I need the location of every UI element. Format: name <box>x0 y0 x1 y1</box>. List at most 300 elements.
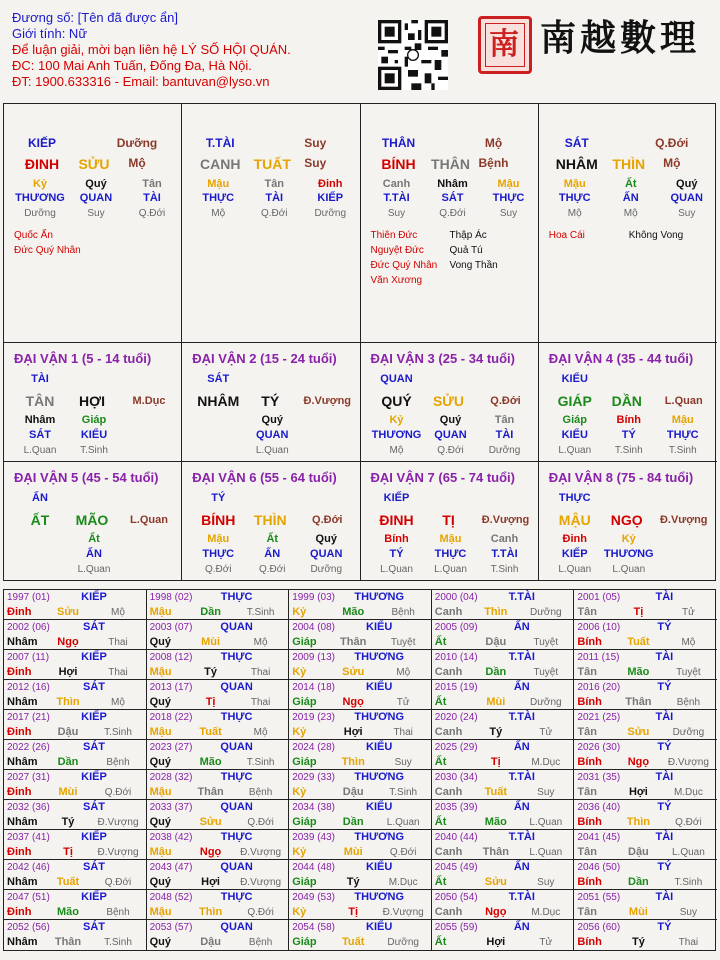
year-label: 2008 (12) <box>149 652 193 663</box>
year-stage: Bệnh <box>248 937 273 948</box>
year-label: 2033 (37) <box>149 802 193 813</box>
dai-van-hidden-god: THỰC <box>202 548 235 560</box>
dai-van-right: Q.Đới <box>312 514 343 526</box>
year-chi: Mùi <box>58 786 78 798</box>
year-label: 2049 (53) <box>292 892 335 903</box>
year-stage: Q.Đới <box>389 847 417 858</box>
year-cell <box>574 710 717 740</box>
pillar-top-right: Dưỡng <box>116 136 158 150</box>
year-label: 2012 (16) <box>7 682 50 693</box>
dai-van-chi: SỬU <box>432 393 465 409</box>
year-can: Tân <box>577 906 597 918</box>
year-chi: Tuất <box>199 726 222 738</box>
year-cell <box>289 920 432 950</box>
year-cell <box>147 800 290 830</box>
seal-glyph: 南 <box>489 27 519 62</box>
year-can: Đinh <box>7 726 32 738</box>
year-can: Đinh <box>7 666 32 678</box>
year-stage: Q.Đới <box>247 907 274 918</box>
dai-van-cell <box>539 462 717 581</box>
year-ten-god: TÀI <box>655 591 674 603</box>
year-label: 2018 (22) <box>149 712 193 723</box>
dai-van-hidden: Đinh <box>562 533 587 545</box>
dai-van-hidden-god: THỰC <box>434 548 467 560</box>
year-can: Bính <box>577 876 602 888</box>
year-ten-god: KIỂU <box>366 681 393 693</box>
year-cell <box>4 860 147 890</box>
year-stage: Q.Đới <box>104 787 132 798</box>
year-label: 2043 (47) <box>149 862 193 873</box>
pillar-ten-god: THÂN <box>381 136 416 150</box>
dai-van-can: QUÝ <box>381 393 412 409</box>
dai-van-hidden-god: QUAN <box>256 429 289 441</box>
year-stage: Dưỡng <box>529 607 562 618</box>
pillar-ten-god: KIẾP <box>27 136 56 150</box>
year-ten-god: KIẾP <box>81 891 107 903</box>
dai-van-cell <box>539 343 717 462</box>
year-label: 2019 (23) <box>292 712 335 723</box>
dai-van-cell <box>361 343 539 462</box>
dai-van-title: ĐẠI VẬN 2 (15 - 24 tuổi) <box>192 351 337 366</box>
year-ten-god: KIẾP <box>81 711 107 723</box>
year-stage: Tử <box>539 727 553 738</box>
year-can: Tân <box>577 726 597 738</box>
dai-van-ten-god: ẤN <box>32 492 48 504</box>
star-good: Nguyệt Đức <box>370 245 424 256</box>
year-chi: Sửu <box>56 606 80 618</box>
hidden-ten-god: THƯƠNG <box>15 192 65 204</box>
year-ten-god: T.TÀI <box>508 711 535 723</box>
star-good: Hoa Cái <box>548 230 585 241</box>
year-stage: Mộ <box>681 637 696 648</box>
dai-van-hidden-god: THƯƠNG <box>371 429 422 441</box>
year-label: 2050 (54) <box>434 892 478 903</box>
year-chi: Dần <box>628 876 649 888</box>
hidden-ten-god: TÀI <box>143 192 161 204</box>
year-cell <box>574 830 717 860</box>
pillar-chi: THÂN <box>431 156 470 172</box>
year-can: Kỷ <box>292 726 307 738</box>
year-cell <box>574 800 717 830</box>
year-ten-god: ẤN <box>513 741 530 753</box>
year-label: 2002 (06) <box>7 622 50 633</box>
dai-van-title: ĐẠI VẬN 6 (55 - 64 tuổi) <box>192 470 337 485</box>
life-stage: Mộ <box>211 208 226 219</box>
year-cell <box>289 740 432 770</box>
year-can: Ất <box>434 816 447 828</box>
year-stage: Tử <box>681 607 695 618</box>
year-cell <box>4 920 147 950</box>
year-chi: Mùi <box>343 846 363 858</box>
dai-van-title: ĐẠI VẬN 5 (45 - 54 tuổi) <box>14 470 159 485</box>
dai-van-stage: Q.Đới <box>437 445 464 456</box>
life-stage: Suy <box>678 208 696 219</box>
dai-van-hidden: Nhâm <box>24 414 56 426</box>
hidden-stem: Quý <box>676 178 698 190</box>
year-ten-god: SÁT <box>83 621 105 633</box>
dai-van-stage: L.Quan <box>558 445 592 456</box>
hidden-stem: Canh <box>382 178 411 190</box>
year-chi: Hợi <box>628 786 648 798</box>
year-cell <box>432 620 575 650</box>
year-stage: Dưỡng <box>387 937 419 948</box>
year-chi: Dậu <box>57 726 79 738</box>
year-stage: M.Dục <box>531 757 561 768</box>
year-can: Canh <box>434 606 463 618</box>
year-cell <box>4 620 147 650</box>
year-ten-god: KIẾP <box>81 831 107 843</box>
gioi-tinh: Giới tính: Nữ <box>12 26 88 41</box>
year-chi: Thìn <box>341 756 365 768</box>
dai-van-can: MẬU <box>558 512 591 528</box>
year-ten-god: ẤN <box>513 681 530 693</box>
year-can: Ất <box>434 756 447 768</box>
contact-line-3: ĐT: 1900.633316 - Email: bantuvan@lyso.vn <box>12 74 270 89</box>
year-can: Nhâm <box>7 756 38 768</box>
year-stage: L.Quan <box>386 817 420 828</box>
year-cell <box>289 710 432 740</box>
year-chi: Mùi <box>628 906 648 918</box>
year-chi: Tị <box>348 906 359 918</box>
dai-van-hidden-god: KIẾP <box>561 548 588 560</box>
year-label: 2027 (31) <box>7 772 50 783</box>
year-table <box>3 589 716 951</box>
dai-van-hidden-god: KIỂU <box>561 429 588 441</box>
year-can: Mậu <box>149 906 172 918</box>
year-stage: Q.Đới <box>247 817 274 828</box>
year-label: 2017 (21) <box>7 712 50 723</box>
year-ten-god: KIỂU <box>366 741 393 753</box>
year-chi: Tị <box>490 756 501 768</box>
year-stage: T.Sinh <box>389 787 418 798</box>
hidden-ten-god: THỰC <box>202 192 235 204</box>
dai-van-hidden-god: TÀI <box>495 429 514 441</box>
year-chi: Tuất <box>341 936 365 948</box>
year-chi: Sửu <box>484 876 507 888</box>
year-cell <box>147 620 290 650</box>
year-chi: Ngọ <box>57 636 79 648</box>
contact-line-1: Để luận giải, mời bạn liên hệ LÝ SỐ HỘI QUÁN. <box>12 42 291 57</box>
year-ten-god: ẤN <box>513 621 530 633</box>
year-chi: Thân <box>54 936 82 948</box>
year-ten-god: ẤN <box>513 861 530 873</box>
year-ten-god: SÁT <box>83 861 105 873</box>
year-ten-god: TÝ <box>657 681 672 693</box>
year-chi: Sửu <box>627 726 650 738</box>
year-stage: Q.Đới <box>104 877 132 888</box>
dai-van-title: ĐẠI VẬN 8 (75 - 84 tuổi) <box>548 470 694 485</box>
year-ten-god: THƯƠNG <box>354 771 405 783</box>
year-ten-god: QUAN <box>220 741 253 753</box>
year-can: Kỷ <box>292 906 307 918</box>
year-ten-god: SÁT <box>83 921 105 933</box>
pillar-chi: TUẤT <box>253 156 291 172</box>
star-good: Thiên Đức <box>370 230 418 241</box>
dai-van-hidden-god: THỰC <box>666 429 699 441</box>
dai-van-stage: Mộ <box>389 445 404 456</box>
pillar-top-right: Suy <box>304 136 327 150</box>
pillar-cell <box>4 104 182 343</box>
year-ten-god: THƯƠNG <box>354 651 405 663</box>
year-can: Kỷ <box>292 786 307 798</box>
dai-van-chi: HỢI <box>79 393 105 409</box>
year-cell <box>289 860 432 890</box>
year-cell <box>574 620 717 650</box>
year-stage: T.Sinh <box>246 607 275 618</box>
year-cell <box>574 890 717 920</box>
year-ten-god: QUAN <box>220 621 253 633</box>
dai-van-hidden: Giáp <box>81 414 107 426</box>
hidden-ten-god: ẤN <box>622 192 639 204</box>
year-ten-god: THỰC <box>220 831 253 843</box>
year-stage: Đ.Vượng <box>240 877 282 888</box>
dai-van-can: GIÁP <box>557 393 592 409</box>
year-cell <box>4 740 147 770</box>
year-can: Canh <box>434 786 463 798</box>
dai-van-can: ĐINH <box>379 512 414 528</box>
year-label: 2048 (52) <box>149 892 193 903</box>
year-label: 2041 (45) <box>577 832 621 843</box>
year-label: 2000 (04) <box>434 592 478 603</box>
year-can: Ất <box>434 876 447 888</box>
year-label: 2009 (13) <box>292 652 335 663</box>
year-can: Tân <box>577 666 597 678</box>
year-label: 2022 (26) <box>7 742 50 753</box>
year-can: Tân <box>577 786 597 798</box>
dai-van-stage: L.Quan <box>612 564 646 575</box>
year-can: Mậu <box>149 606 172 618</box>
year-label: 2016 (20) <box>577 682 621 693</box>
year-cell <box>574 770 717 800</box>
dai-van-stage: L.Quan <box>558 564 592 575</box>
year-cell <box>432 650 575 680</box>
year-ten-god: SÁT <box>83 681 105 693</box>
year-stage: Dưỡng <box>529 697 562 708</box>
year-stage: Bệnh <box>106 757 130 768</box>
year-stage: Tuyệt <box>533 637 559 648</box>
year-ten-god: QUAN <box>220 921 253 933</box>
year-stage: Bệnh <box>248 787 273 798</box>
year-ten-god: THƯƠNG <box>354 891 405 903</box>
year-stage: Mộ <box>396 667 411 678</box>
year-stage: Suy <box>679 907 697 918</box>
year-label: 2026 (30) <box>577 742 621 753</box>
year-chi: Mão <box>57 906 79 918</box>
year-stage: L.Quan <box>671 847 705 858</box>
hidden-ten-god: KIẾP <box>317 192 344 204</box>
hidden-stem: Mậu <box>563 178 586 190</box>
year-cell <box>574 860 717 890</box>
year-label: 2044 (48) <box>292 862 335 873</box>
year-stage: Thai <box>108 667 128 678</box>
year-chi: Tý <box>489 726 503 738</box>
year-chi: Thìn <box>56 696 80 708</box>
year-label: 2006 (10) <box>577 622 621 633</box>
pillar-chi-right: Mộ <box>128 156 146 170</box>
year-chi: Dậu <box>485 636 507 648</box>
year-chi: Thân <box>625 696 652 708</box>
year-stage: Thai <box>393 727 413 738</box>
year-label: 2032 (36) <box>7 802 50 813</box>
dai-van-hidden: Mậu <box>207 533 230 545</box>
year-stage: M.Dục <box>531 907 561 918</box>
dai-van-stage: Dưỡng <box>310 564 343 575</box>
year-stage: Suy <box>537 877 555 888</box>
life-stage: Q.Đới <box>260 208 288 219</box>
year-ten-god: SÁT <box>83 741 105 753</box>
year-can: Giáp <box>292 636 317 648</box>
hidden-stem: Quý <box>85 178 107 190</box>
dai-van-right: L.Quan <box>130 514 168 526</box>
dai-van-title: ĐẠI VẬN 1 (5 - 14 tuổi) <box>14 351 152 366</box>
qr-code-icon[interactable] <box>378 20 448 90</box>
year-label: 1998 (02) <box>149 592 193 603</box>
year-stage: Thai <box>250 667 271 678</box>
year-ten-god: TÝ <box>657 621 672 633</box>
year-label: 2042 (46) <box>7 862 50 873</box>
year-chi: Ngọ <box>485 906 507 918</box>
hidden-stem: Ất <box>624 178 637 190</box>
year-ten-god: KIỂU <box>366 861 393 873</box>
star-good: Văn Xương <box>370 275 423 286</box>
dai-van-stage: T.Sinh <box>490 564 519 575</box>
life-stage: Dưỡng <box>314 208 347 219</box>
dai-van-chi: TÝ <box>261 393 280 409</box>
year-chi: Thìn <box>626 816 650 828</box>
year-label: 2054 (58) <box>292 922 335 933</box>
year-stage: Q.Đới <box>675 817 702 828</box>
dai-van-cell <box>182 343 360 462</box>
life-stage: Suy <box>499 208 518 219</box>
year-chi: Dậu <box>342 786 364 798</box>
hidden-ten-god: SÁT <box>441 192 464 204</box>
year-can: Canh <box>434 906 463 918</box>
year-ten-god: KIẾP <box>81 591 107 603</box>
year-label: 2003 (07) <box>149 622 193 633</box>
year-chi: Dần <box>57 756 79 768</box>
year-can: Kỷ <box>292 606 307 618</box>
dai-van-ten-god: TÀI <box>31 373 49 385</box>
year-cell <box>574 740 717 770</box>
year-chi: Dậu <box>200 936 221 948</box>
hidden-ten-god: TÀI <box>265 192 284 204</box>
dai-van-hidden: Bính <box>384 533 409 545</box>
pillar-cell <box>539 104 717 343</box>
year-cell <box>289 800 432 830</box>
dai-van-hidden: Kỷ <box>621 533 636 545</box>
year-cell <box>147 740 290 770</box>
dai-van-title: ĐẠI VẬN 7 (65 - 74 tuổi) <box>370 470 515 485</box>
year-stage: Tuyệt <box>676 667 701 678</box>
year-stage: M.Dục <box>388 877 418 888</box>
dai-van-right: Đ.Vượng <box>481 514 530 526</box>
dai-van-right: Đ.Vượng <box>303 395 352 407</box>
year-cell <box>432 590 575 620</box>
year-ten-god: TÀI <box>655 711 674 723</box>
year-ten-god: THƯƠNG <box>354 711 405 723</box>
year-stage: Thai <box>108 637 128 648</box>
year-ten-god: TÝ <box>657 921 672 933</box>
year-label: 2039 (43) <box>292 832 335 843</box>
year-stage: T.Sinh <box>104 937 132 948</box>
year-can: Bính <box>577 756 602 768</box>
dai-van-stage: Q.Đới <box>204 564 232 575</box>
duong-so: Đương số: [Tên đã được ẩn] <box>12 10 178 25</box>
year-stage: Dưỡng <box>672 727 705 738</box>
dai-van-hidden: Quý <box>315 533 337 545</box>
year-ten-god: THỰC <box>220 591 253 603</box>
year-can: Bính <box>577 636 602 648</box>
year-label: 2055 (59) <box>434 922 478 933</box>
life-stage: Suy <box>387 208 406 219</box>
year-ten-god: TÀI <box>655 651 674 663</box>
year-ten-god: ẤN <box>513 801 530 813</box>
dai-van-ten-god: QUAN <box>380 373 413 385</box>
pillar-cell <box>182 104 360 343</box>
dai-van-hidden: Kỷ <box>389 414 404 426</box>
year-stage: Suy <box>394 757 412 768</box>
year-ten-god: KIẾP <box>81 771 107 783</box>
dai-van-can: BÍNH <box>201 512 236 528</box>
year-can: Quý <box>149 876 171 888</box>
year-label: 2037 (41) <box>7 832 50 843</box>
year-can: Đinh <box>7 846 32 858</box>
dai-van-cell <box>361 462 539 581</box>
year-cell <box>289 830 432 860</box>
year-cell <box>147 890 290 920</box>
year-chi: Mão <box>199 756 222 768</box>
dai-van-stage: L.Quan <box>23 445 57 456</box>
year-can: Giáp <box>292 696 317 708</box>
year-chi: Mùi <box>486 696 506 708</box>
star-bad: Không Vong <box>628 230 684 241</box>
year-stage: Mộ <box>253 727 268 738</box>
year-can: Giáp <box>292 816 317 828</box>
year-can: Ất <box>434 636 447 648</box>
life-stage: Dưỡng <box>24 208 56 219</box>
dai-van-hidden: Ất <box>88 533 100 545</box>
year-ten-god: T.TÀI <box>508 651 535 663</box>
year-chi: Tý <box>204 666 218 678</box>
star-bad: Quả Tú <box>449 245 483 256</box>
year-label: 2011 (15) <box>577 652 620 663</box>
year-cell <box>4 650 147 680</box>
life-stage: Suy <box>87 208 105 219</box>
year-label: 2051 (55) <box>577 892 621 903</box>
year-stage: Đ.Vượng <box>667 757 709 768</box>
year-label: 2031 (35) <box>577 772 621 783</box>
year-label: 2052 (56) <box>7 922 50 933</box>
year-chi: Thân <box>197 786 224 798</box>
year-stage: Đ.Vượng <box>97 817 139 828</box>
year-can: Bính <box>577 696 602 708</box>
year-can: Quý <box>149 756 171 768</box>
year-can: Quý <box>149 816 171 828</box>
year-label: 2030 (34) <box>434 772 478 783</box>
year-ten-god: T.TÀI <box>508 891 535 903</box>
year-label: 2028 (32) <box>149 772 193 783</box>
pillar-chi: SỬU <box>78 156 110 172</box>
year-stage: Đ.Vượng <box>240 847 282 858</box>
year-chi: Thìn <box>198 906 223 918</box>
year-chi: Tuất <box>484 786 507 798</box>
year-ten-god: THỰC <box>220 711 253 723</box>
year-chi: Tị <box>633 606 644 618</box>
year-ten-god: THƯƠNG <box>354 831 405 843</box>
dai-van-cell <box>182 462 360 581</box>
dai-van-stage: Q.Đới <box>258 564 286 575</box>
pillar-can: CANH <box>200 156 241 172</box>
